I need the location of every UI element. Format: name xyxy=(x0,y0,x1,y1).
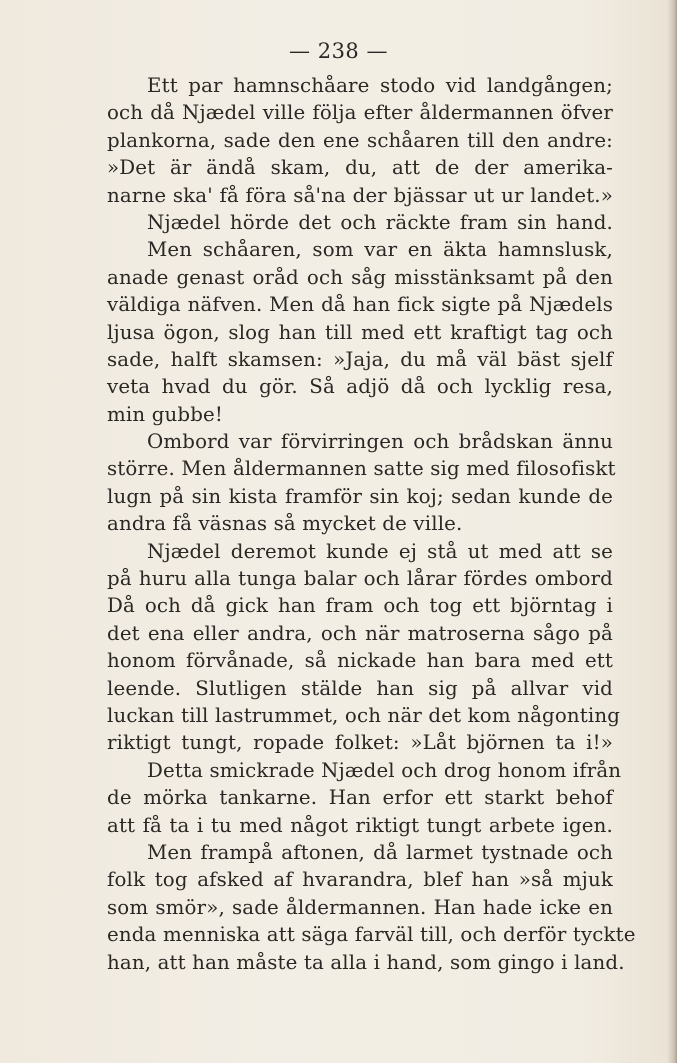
text-line: han, att han måste ta alla i hand, som gingo i land. xyxy=(107,950,625,974)
text-line: Njædel deremot kunde ej stå ut med att se xyxy=(147,539,613,563)
text-line: Njædel hörde det och räckte fram sin hand. xyxy=(147,210,613,234)
text-line: veta hvad du gör. Så adjö då och lycklig resa, xyxy=(107,375,613,399)
text-line: att få ta i tu med något riktigt tungt arbete igen. xyxy=(107,813,613,837)
text-line: Men schåaren, som var en äkta hamnslusk, xyxy=(147,238,613,262)
text-line: leende. Slutligen stälde han sig på allvar vid xyxy=(107,676,613,700)
text-line: riktigt tungt, ropade folket: »Låt björnen ta i!» xyxy=(107,731,613,755)
page-number: — 238 — xyxy=(289,39,388,63)
body-text xyxy=(107,72,636,976)
text-line: och då Njædel ville följa efter åldermannen öfver xyxy=(107,101,613,125)
text-line: plankorna, sade den ene schåaren till den andre: xyxy=(107,128,613,152)
text-line: enda menniska att säga farväl till, och derför tyckte xyxy=(107,923,636,947)
text-line: väldiga näfven. Men då han fick sigte på Njædels xyxy=(107,293,613,317)
text-line: som smör», sade åldermannen. Han hade icke en xyxy=(107,895,613,919)
text-line: de mörka tankarne. Han erfor ett starkt behof xyxy=(107,786,613,810)
text-line: lugn på sin kista framför sin koj; sedan kunde de xyxy=(107,484,613,508)
text-line: luckan till lastrummet, och när det kom någonting xyxy=(107,703,621,727)
text-line: folk tog afsked af hvarandra, blef han »så mjuk xyxy=(107,868,613,892)
text-line: andra få väsnas så mycket de ville. xyxy=(107,512,463,536)
text-line: Detta smickrade Njædel och drog honom ifrån xyxy=(147,758,622,782)
text-line: Ett par hamnschåare stodo vid landgången; xyxy=(147,74,613,97)
text-line: större. Men åldermannen satte sig med filosofiskt xyxy=(107,457,616,481)
text-line: det ena eller andra, och när matroserna sågo på xyxy=(107,621,613,645)
text-line: på huru alla tunga balar och lårar fördes ombord xyxy=(107,567,613,591)
text-line: Ombord var förvirringen och brådskan ännu xyxy=(147,430,613,454)
text-line: narne ska' få föra så'na der bjässar ut ur landet.» xyxy=(107,183,613,207)
text-line: ljusa ögon, slog han till med ett kraftigt tag och xyxy=(107,320,613,344)
text-line: »Det är ändå skam, du, att de der amerika- xyxy=(107,156,613,180)
text-line: min gubbe! xyxy=(107,402,223,426)
page-edge-shadow xyxy=(667,0,677,1063)
text-line: honom förvånade, så nickade han bara med ett xyxy=(107,649,613,673)
text-line: sade, halft skamsen: »Jaja, du må väl bäst sjelf xyxy=(107,347,613,371)
text-line: Då och då gick han fram och tog ett björntag i xyxy=(107,594,613,618)
text-line: anade genast oråd och såg misstänksamt på den xyxy=(107,265,613,289)
text-line: Men frampå aftonen, då larmet tystnade och xyxy=(147,840,613,864)
